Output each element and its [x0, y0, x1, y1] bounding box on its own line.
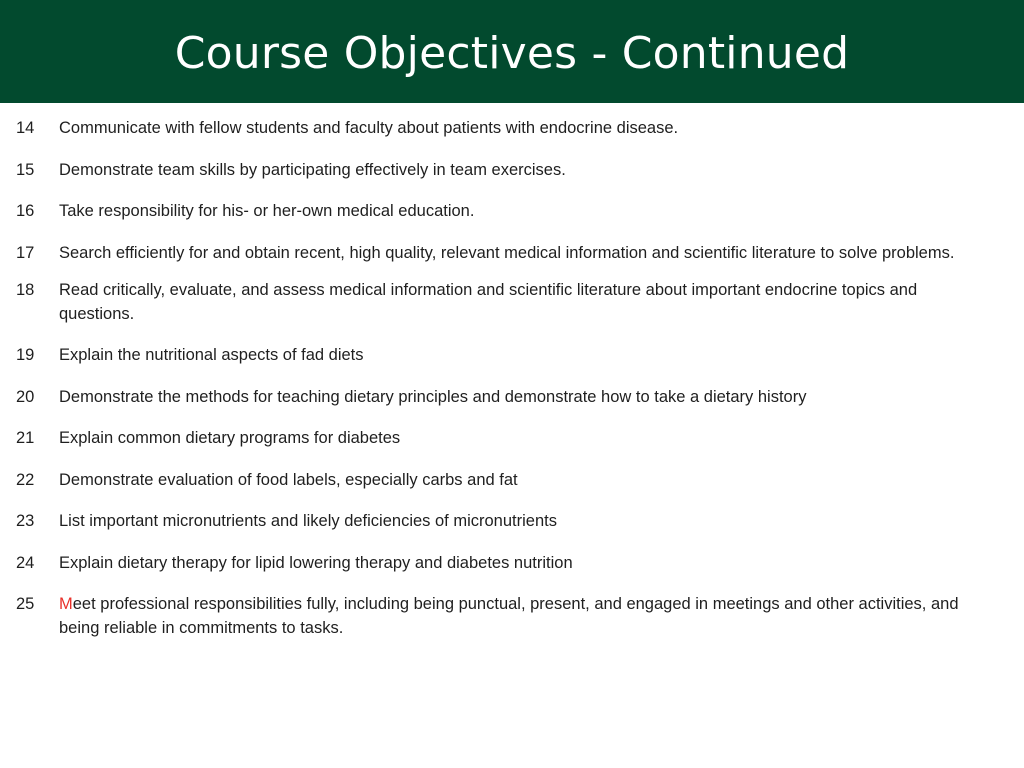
objective-18: [0, 278, 1024, 344]
objective-text-rest: eet professional responsibilities fully, including being punctual, present, and engaged in meetings and other activities, and being reliable in commitments to tasks.: [59, 595, 959, 637]
objective-text: Demonstrate team skills by participating effectively in team exercises.: [59, 160, 566, 179]
objective-number: 15: [16, 160, 35, 179]
objective-text: Search efficiently for and obtain recent, high quality, relevant medical information and scientific literature to solve problems.: [59, 243, 955, 262]
objective-number: 23: [16, 512, 35, 530]
slide-title: Course Objectives - Continued: [174, 28, 850, 79]
objective-25: [0, 592, 1024, 658]
objective-number: 17: [16, 243, 35, 262]
objective-text: Explain common dietary programs for diabetes: [59, 429, 401, 447]
objective-number: 24: [16, 553, 35, 572]
objective-text: Communicate with fellow students and faculty about patients with endocrine disease.: [59, 119, 679, 137]
objective-15: [0, 158, 1024, 200]
objective-number: 14: [16, 119, 35, 137]
objective-number: 25: [16, 595, 35, 613]
objective-number: 22: [16, 470, 35, 489]
objectives-list: [0, 116, 1024, 658]
objective-text: Demonstrate the methods for teaching dietary principles and demonstrate how to take a dietary history: [59, 387, 807, 406]
objective-number: 18: [16, 280, 35, 299]
objective-23: [0, 509, 1024, 551]
objective-22: [0, 468, 1024, 510]
objective-text: List important micronutrients and likely deficiencies of micronutrients: [59, 512, 557, 530]
objective-accent-letter: M: [59, 595, 73, 613]
objective-text: Read critically, evaluate, and assess medical information and scientific literature about important endocrine topics and questions.: [59, 280, 918, 323]
objective-number: 20: [16, 387, 35, 406]
objective-text: Take responsibility for his- or her-own medical education.: [59, 202, 475, 220]
objective-number: 16: [16, 202, 35, 220]
objective-text: [59, 592, 989, 640]
objective-text: Explain the nutritional aspects of fad diets: [59, 346, 364, 364]
objective-17: [0, 241, 1024, 278]
objective-text: Demonstrate evaluation of food labels, especially carbs and fat: [59, 470, 518, 489]
objective-16: [0, 199, 1024, 241]
objective-number: 19: [16, 346, 35, 364]
title-bar: [0, 0, 1024, 103]
objective-21: [0, 426, 1024, 468]
objective-text: Explain dietary therapy for lipid lowering therapy and diabetes nutrition: [59, 553, 573, 572]
objective-24: [0, 551, 1024, 593]
objective-number: 21: [16, 429, 35, 447]
objective-20: [0, 385, 1024, 427]
objective-19: [0, 343, 1024, 385]
objective-14: [0, 116, 1024, 158]
